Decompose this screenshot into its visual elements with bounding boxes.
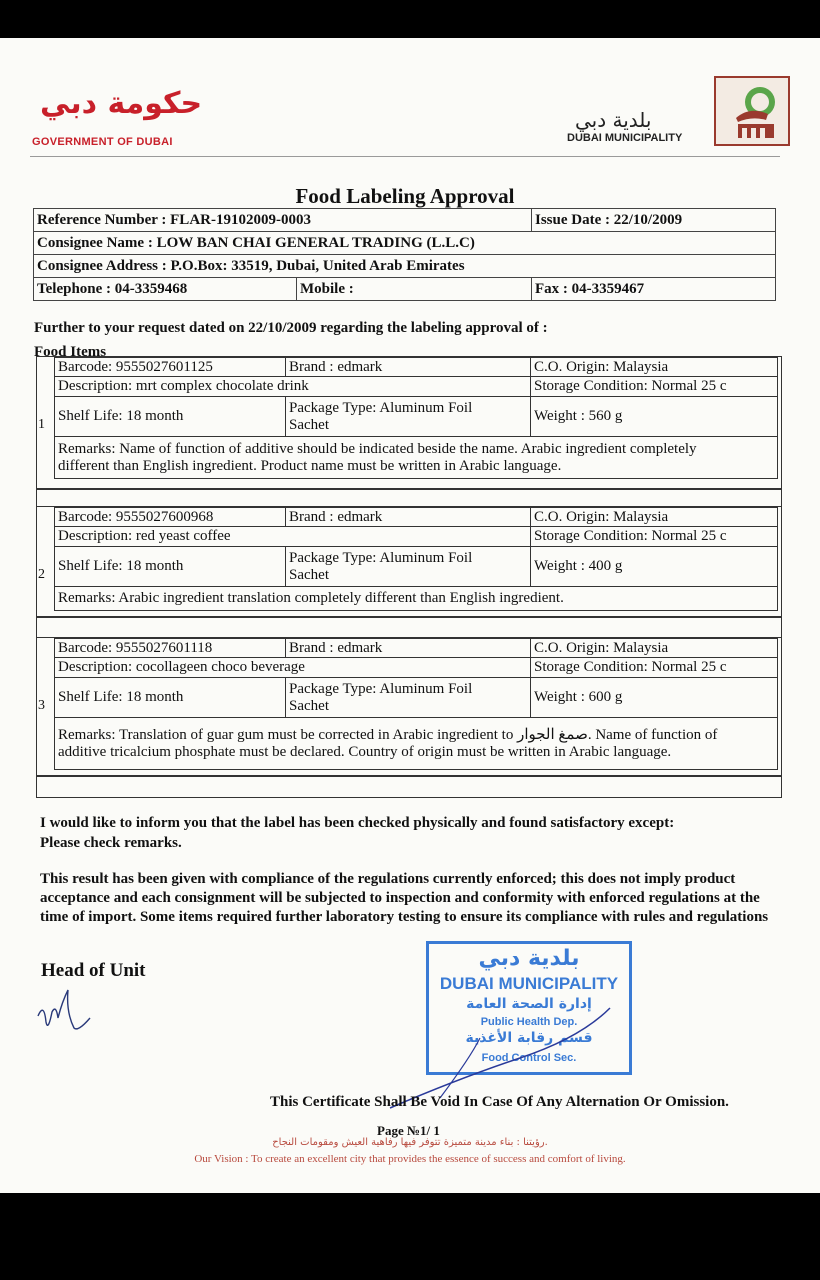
item-number: 1 <box>38 417 45 432</box>
weight: Weight : 400 g <box>531 547 778 587</box>
item-number: 3 <box>38 698 45 713</box>
brand: Brand : edmark <box>286 508 531 527</box>
weight: Weight : 600 g <box>531 678 778 718</box>
remarks <box>55 718 778 770</box>
inspection-statement <box>40 814 780 853</box>
item-number: 2 <box>38 567 45 582</box>
stamp-arabic-dept: إدارة الصحة العامة <box>466 996 592 1012</box>
vision-arabic: رؤيتنا : بناء مدينة متميزة تتوفر فيها رفاهية العيش ومقومات النجاح. <box>272 1137 548 1148</box>
dubai-municipality-arabic: بلدية دبي <box>575 108 652 132</box>
statement-line-1: I would like to inform you that the label has been checked physically and found satisfactory except: <box>40 815 675 831</box>
document-page <box>0 38 820 1193</box>
stamp-english-title: DUBAI MUNICIPALITY <box>439 974 619 993</box>
stamp-english-dept: Public Health Dep. <box>480 1016 578 1028</box>
government-of-dubai-arabic-logo: حكومة دبي <box>40 86 203 121</box>
statement-line-2: Please check remarks. <box>40 835 182 851</box>
mobile: Mobile : <box>297 278 532 301</box>
storage-condition: Storage Condition: Normal 25 c <box>531 658 778 678</box>
storage-condition: Storage Condition: Normal 25 c <box>531 527 778 547</box>
remarks <box>55 437 778 479</box>
brand: Brand : edmark <box>286 358 531 377</box>
stamp-arabic-title: بلدية دبي <box>478 946 580 971</box>
page-number: Page №1/ 1 <box>377 1123 440 1138</box>
package-type-line-2: Sachet <box>289 697 329 714</box>
shelf-life: Shelf Life: 18 month <box>55 547 286 587</box>
void-notice: This Certificate Shall Be Void In Case Of Any Alternation Or Omission. <box>270 1094 729 1110</box>
storage-condition: Storage Condition: Normal 25 c <box>531 377 778 397</box>
brand: Brand : edmark <box>286 639 531 658</box>
description: Description: cocollageen choco beverage <box>55 658 531 678</box>
header-divider <box>30 156 780 157</box>
compliance-paragraph: This result has been given with compliance of the regulations currently enforced; this does not imply product acceptance and each consignment will be subjected to inspection and conformity with enforced regulations at the time of import. Some items required further laboratory testing to ensure its compliance with rules and regulations <box>40 871 769 925</box>
dubai-municipality-label: DUBAI MUNICIPALITY <box>567 132 683 144</box>
package-type-line-1: Package Type: Aluminum Foil <box>289 549 473 566</box>
government-of-dubai-label: GOVERNMENT OF DUBAI <box>32 136 173 148</box>
remarks: Remarks: Arabic ingredient translation completely different than English ingredient. <box>55 587 778 611</box>
consignee-address: Consignee Address : P.O.Box: 33519, Dubai, United Arab Emirates <box>34 255 776 278</box>
weight: Weight : 560 g <box>531 397 778 437</box>
fax: Fax : 04-3359467 <box>532 278 776 301</box>
document-title: Food Labeling Approval <box>295 184 515 208</box>
package-type-line-2: Sachet <box>289 566 329 583</box>
package-type-line-1: Package Type: Aluminum Foil <box>289 680 473 697</box>
head-of-unit-label: Head of Unit <box>41 960 146 981</box>
dubai-municipality-emblem-icon <box>714 76 790 146</box>
remarks-line-2: different than English ingredient. Product name must be written in Arabic language. <box>58 457 562 474</box>
food-item-2 <box>36 506 782 618</box>
request-intro: Further to your request dated on 22/10/2009 regarding the labeling approval of : <box>34 320 548 336</box>
row-spacer <box>36 488 782 507</box>
stamp-arabic-section: قسم رقابة الأغذية <box>465 1030 593 1046</box>
food-items-heading: Food Items <box>34 344 107 360</box>
package-type <box>286 397 531 437</box>
food-item-3 <box>36 637 782 777</box>
description: Description: mrt complex chocolate drink <box>55 377 531 397</box>
row-spacer <box>36 775 782 798</box>
origin: C.O. Origin: Malaysia <box>531 639 778 658</box>
signature-icon <box>34 982 104 1038</box>
origin: C.O. Origin: Malaysia <box>531 358 778 377</box>
barcode: Barcode: 9555027601125 <box>55 358 286 377</box>
remarks-line-1: Remarks: Name of function of additive should be indicated beside the name. Arabic ingredient completely <box>58 440 697 457</box>
package-type <box>286 678 531 718</box>
stamp-english-section: Food Control Sec. <box>481 1052 577 1064</box>
remarks-line-1: Remarks: Translation of guar gum must be corrected in Arabic ingredient to صمغ الجوار. Name of function of <box>58 726 718 743</box>
shelf-life: Shelf Life: 18 month <box>55 397 286 437</box>
telephone: Telephone : 04-3359468 <box>34 278 297 301</box>
food-item-1 <box>36 356 782 490</box>
consignee-name: Consignee Name : LOW BAN CHAI GENERAL TRADING (L.L.C) <box>34 232 776 255</box>
vision-english: Our Vision : To create an excellent city that provides the essence of success and comfort of living. <box>194 1153 626 1165</box>
consignee-info-table <box>33 208 776 301</box>
row-spacer <box>36 616 782 638</box>
origin: C.O. Origin: Malaysia <box>531 508 778 527</box>
remarks-line-2: additive tricalcium phosphate must be declared. Country of origin must be written in Arabic language. <box>58 743 672 760</box>
package-type-line-1: Package Type: Aluminum Foil <box>289 399 473 416</box>
description: Description: red yeast coffee <box>55 527 531 547</box>
barcode: Barcode: 9555027600968 <box>55 508 286 527</box>
shelf-life: Shelf Life: 18 month <box>55 678 286 718</box>
reference-number: Reference Number : FLAR-19102009-0003 <box>34 209 532 232</box>
package-type-line-2: Sachet <box>289 416 329 433</box>
barcode: Barcode: 9555027601118 <box>55 639 286 658</box>
package-type <box>286 547 531 587</box>
issue-date: Issue Date : 22/10/2009 <box>532 209 776 232</box>
